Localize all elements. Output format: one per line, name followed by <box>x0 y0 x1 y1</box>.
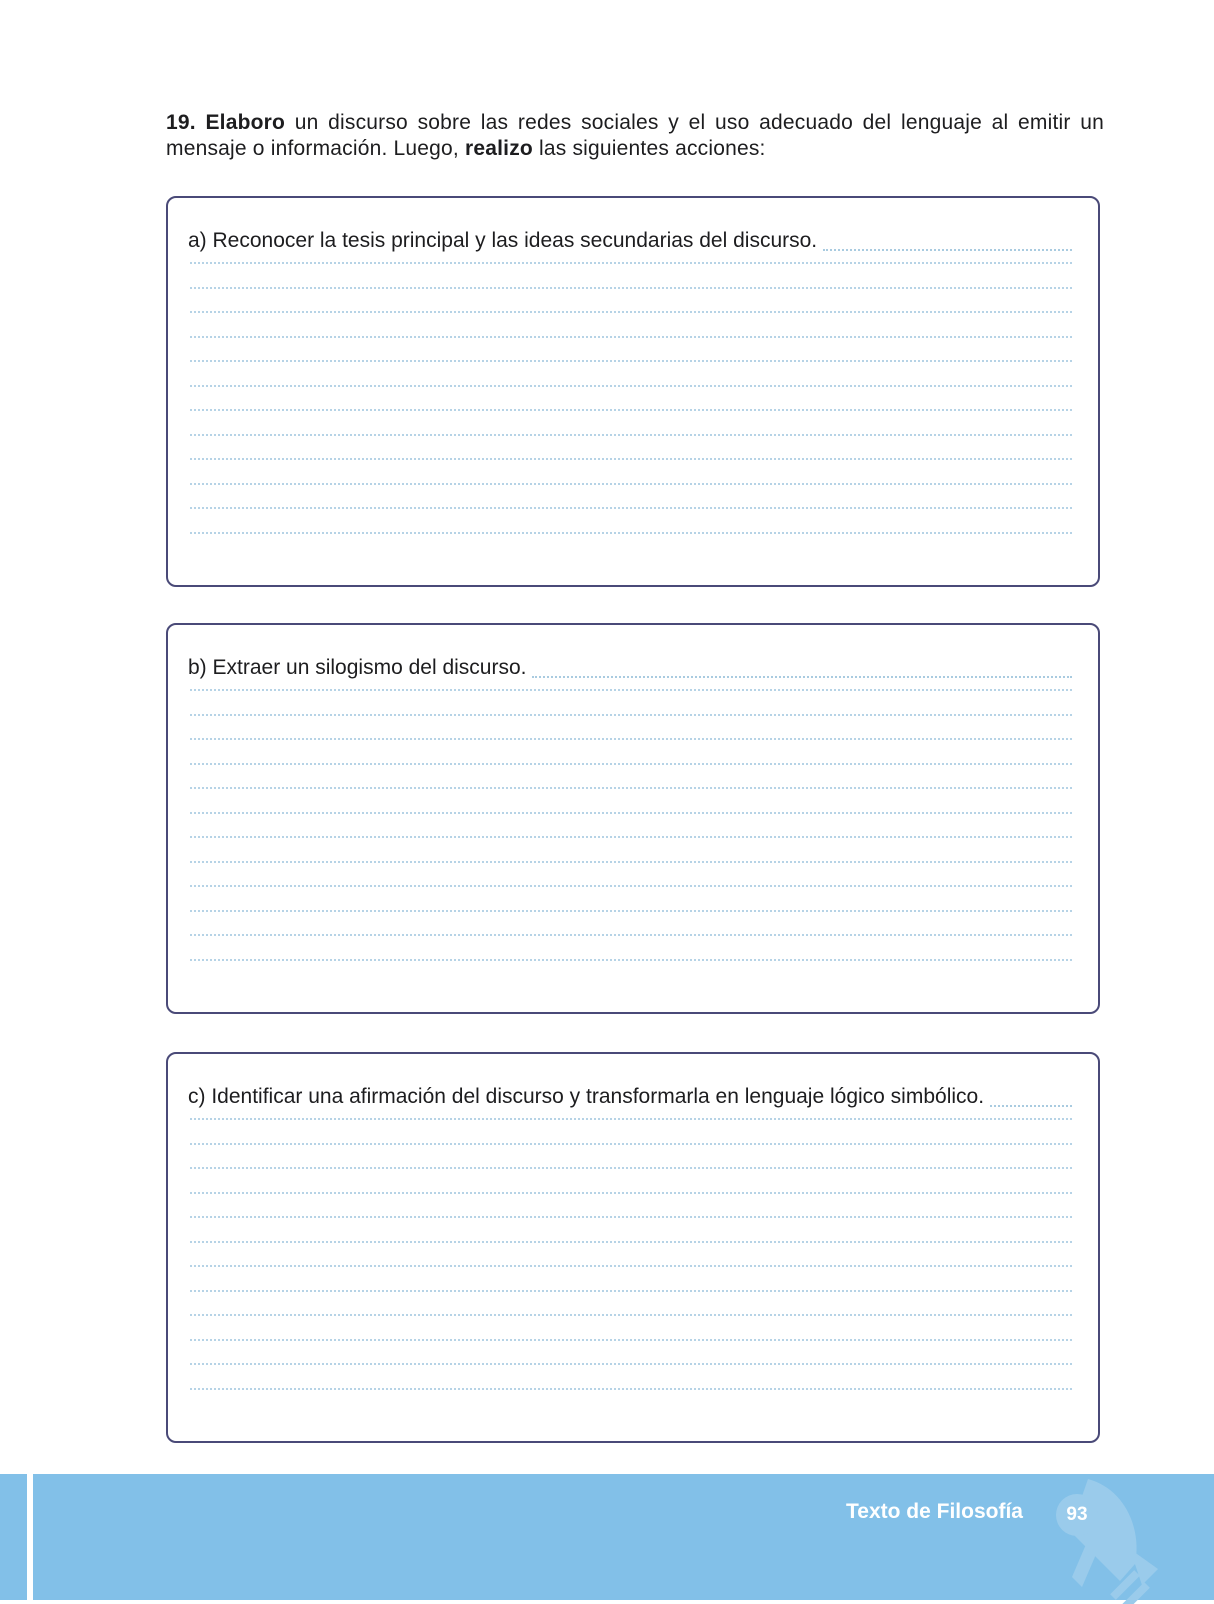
answer-box-b[interactable] <box>166 623 1100 1014</box>
answer-line <box>190 836 1072 838</box>
answer-line <box>190 934 1072 936</box>
answer-line <box>532 658 1072 678</box>
answer-line <box>190 532 1072 534</box>
answer-line <box>190 483 1072 485</box>
answer-line <box>190 434 1072 436</box>
answer-line <box>190 1339 1072 1341</box>
answer-line <box>190 689 1072 691</box>
answer-line <box>190 458 1072 460</box>
answer-line <box>190 1118 1072 1120</box>
answer-line <box>190 1241 1072 1243</box>
answer-box-a[interactable] <box>166 196 1100 587</box>
page-number: 93 <box>1056 1494 1098 1536</box>
answer-line <box>190 360 1072 362</box>
answer-line <box>190 763 1072 765</box>
instruction-body-2: las siguientes acciones: <box>532 137 766 160</box>
answer-box-c[interactable] <box>166 1052 1100 1443</box>
answer-line <box>190 787 1072 789</box>
instruction-body-1: un discurso sobre las redes sociales y el uso adecuado del lenguaje al emitir un mensaje o información. Luego, <box>166 111 1104 160</box>
task-number: 19. <box>166 111 196 134</box>
answer-line <box>190 336 1072 338</box>
task-c-prompt <box>188 1084 1072 1110</box>
answer-line <box>190 507 1072 509</box>
answer-line <box>190 409 1072 411</box>
answer-line <box>190 738 1072 740</box>
answer-line <box>190 1290 1072 1292</box>
answer-line <box>990 1087 1072 1107</box>
task-a-prompt <box>188 228 1072 254</box>
task-verb-realizo: realizo <box>465 137 533 160</box>
answer-line <box>190 1388 1072 1390</box>
rocket-icon <box>1030 1469 1170 1604</box>
answer-line <box>190 1314 1072 1316</box>
answer-line <box>190 861 1072 863</box>
task-b-label: b) Extraer un silogismo del discurso. <box>188 656 527 679</box>
task-b-prompt <box>188 655 1072 681</box>
task-verb-elaboro: Elaboro <box>205 111 286 134</box>
answer-line <box>190 311 1072 313</box>
instruction-text <box>166 110 1104 162</box>
footer-title: Texto de Filosofía <box>846 1500 1023 1523</box>
answer-line <box>190 1216 1072 1218</box>
page-footer <box>0 1474 1214 1600</box>
answer-line <box>190 1192 1072 1194</box>
answer-line <box>190 885 1072 887</box>
answer-line <box>190 1143 1072 1145</box>
answer-line <box>190 714 1072 716</box>
answer-line <box>190 385 1072 387</box>
answer-line <box>190 1363 1072 1365</box>
task-a-label: a) Reconocer la tesis principal y las ideas secundarias del discurso. <box>188 229 818 252</box>
answer-line <box>190 1265 1072 1267</box>
answer-line <box>190 262 1072 264</box>
answer-line <box>190 1167 1072 1169</box>
answer-line <box>823 231 1072 251</box>
footer-divider <box>27 1474 33 1600</box>
answer-line <box>190 910 1072 912</box>
answer-line <box>190 812 1072 814</box>
task-c-label: c) Identificar una afirmación del discurso y transformarla en lenguaje lógico simbólico. <box>188 1085 985 1108</box>
answer-line <box>190 959 1072 961</box>
answer-line <box>190 287 1072 289</box>
